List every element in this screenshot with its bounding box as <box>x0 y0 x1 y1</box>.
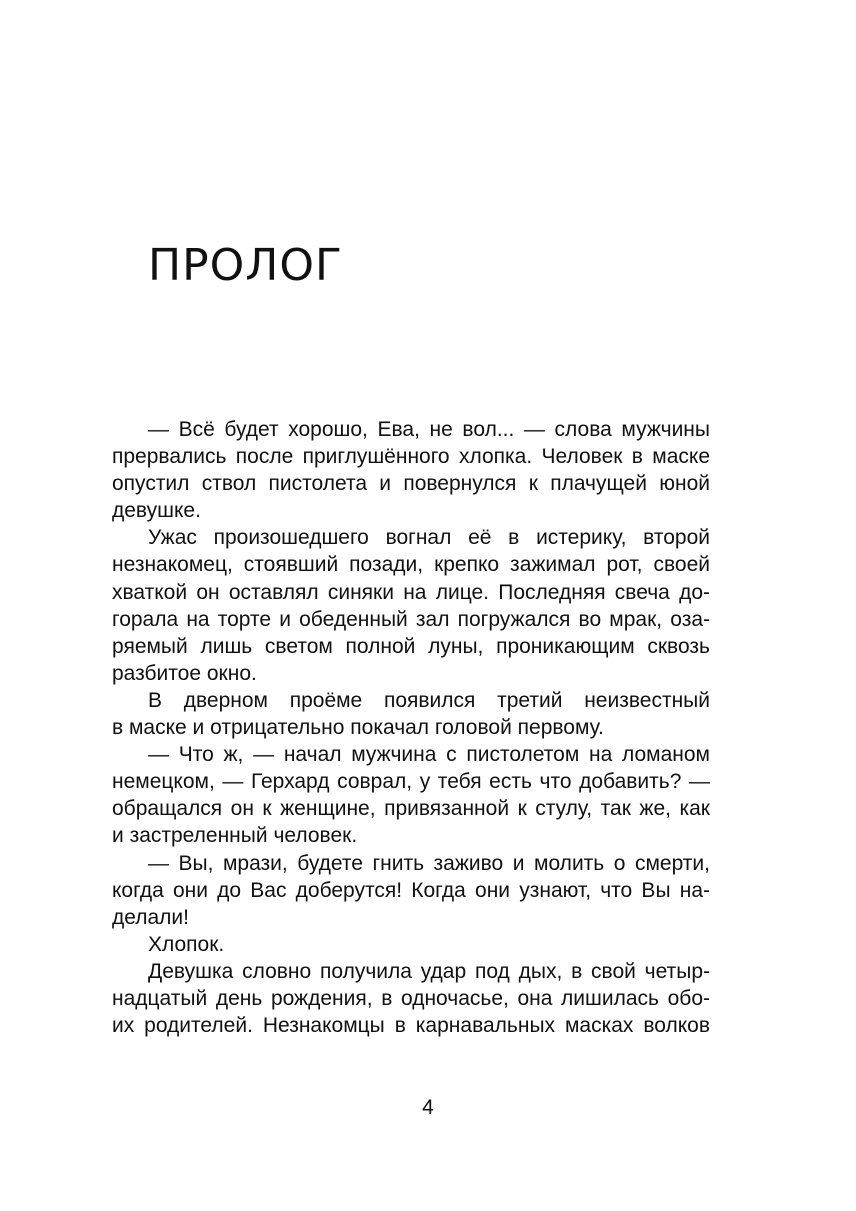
text-line: Ужас произошедшего вогнал её в истерику, второй <box>148 526 710 550</box>
text-line: Хлопок. <box>148 932 225 956</box>
text-line: и застреленный человек. <box>112 824 358 848</box>
text-line: немецком, — Герхард соврал, у тебя есть что добавить? — <box>112 770 710 794</box>
text-line: незнакомец, стоявший позади, крепко зажимал рот, своей <box>112 553 710 577</box>
text-line: надцатый день рождения, в одночасье, она лишилась обо- <box>112 986 710 1010</box>
text-line: хваткой он оставлял синяки на лице. Последняя свеча до- <box>112 580 710 604</box>
text-line: опустил ствол пистолета и повернулся к плачущей юной <box>112 472 710 496</box>
chapter-title: ПРОЛОГ <box>148 240 343 291</box>
body-text <box>112 416 710 1039</box>
text-line: Девушка словно получила удар под дых, в свой четыр- <box>148 959 710 983</box>
text-line: в маске и отрицательно покачал головой первому. <box>112 716 604 740</box>
text-line: когда они до Вас доберутся! Когда они узнают, что Вы на- <box>112 878 710 902</box>
text-line: — Всё будет хорошо, Ева, не вол... — слова мужчины <box>148 418 710 441</box>
text-line: — Вы, мрази, будете гнить заживо и молить о смерти, <box>148 851 710 875</box>
text-line: обращался он к женщине, привязанной к стулу, так же, как <box>112 797 710 821</box>
text-line: В дверном проёме появился третий неизвестный <box>148 688 710 712</box>
text-line: — Что ж, — начал мужчина с пистолетом на ломаном <box>148 743 710 767</box>
text-line: девушке. <box>112 499 201 523</box>
text-line: их родителей. Незнакомцы в карнавальных масках волков <box>112 1014 710 1038</box>
text-line: ряемый лишь светом полной луны, проникающим сквозь <box>112 634 710 658</box>
text-line: прервались после приглушённого хлопка. Человек в маске <box>112 445 710 469</box>
text-line: делали! <box>112 905 189 929</box>
page-number: 4 <box>422 1096 434 1119</box>
text-line: горала на торте и обеденный зал погружался во мрак, оза- <box>112 607 710 631</box>
text-line: разбитое окно. <box>112 661 257 685</box>
